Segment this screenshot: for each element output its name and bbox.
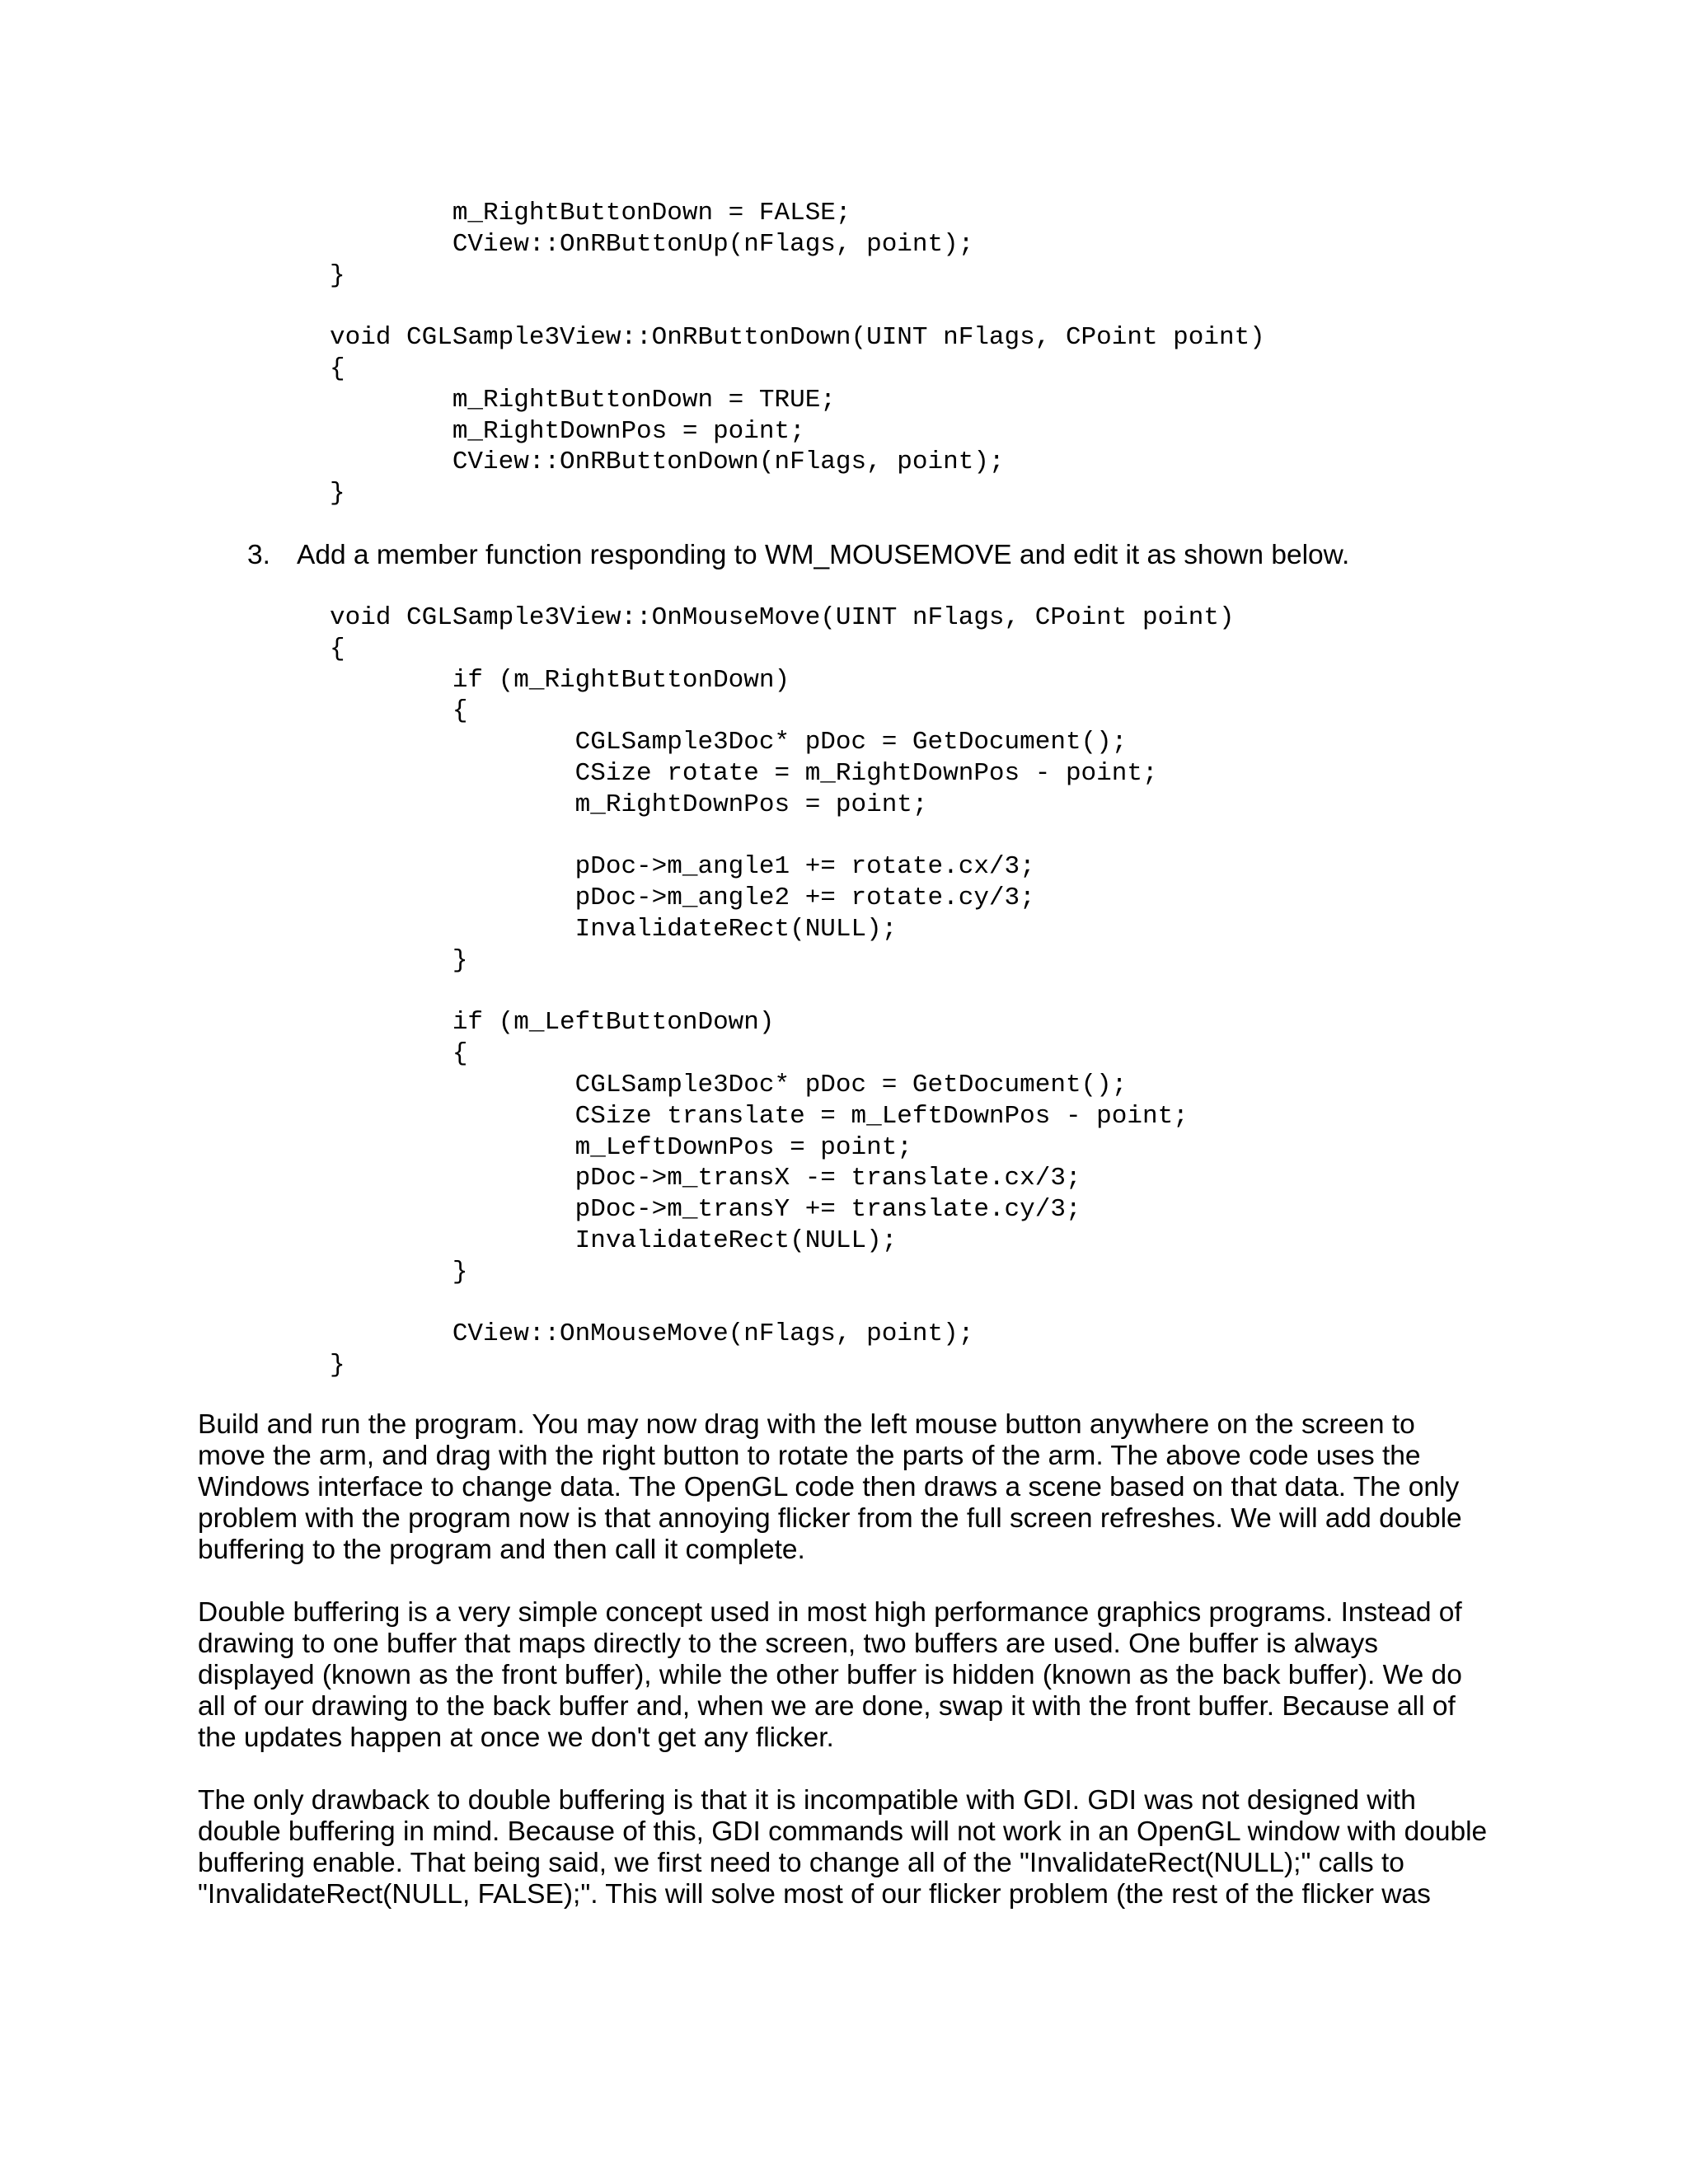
code-block-onmousemove	[330, 602, 1235, 1381]
step-number: 3.	[247, 540, 270, 570]
code-line: m_LeftDownPos = point;	[330, 1132, 912, 1162]
code-line: CView::OnMouseMove(nFlags, point);	[330, 1319, 974, 1349]
paragraph-line: Windows interface to change data. The OpenGL code then draws a scene based on that data. The only	[198, 1472, 1460, 1502]
code-line	[330, 821, 1235, 852]
code-line: {	[330, 696, 468, 726]
paragraph-drawback-gdi	[198, 1785, 1487, 1910]
code-line: void CGLSample3View::OnRButtonDown(UINT nFlags, CPoint point)	[330, 323, 1265, 353]
code-line: pDoc->m_transY += translate.cy/3;	[330, 1195, 1081, 1225]
paragraph-line: The only drawback to double buffering is that it is incompatible with GDI. GDI was not designed with	[198, 1785, 1416, 1816]
code-line: if (m_RightButtonDown)	[330, 665, 790, 695]
paragraph-line: displayed (known as the front buffer), while the other buffer is hidden (known as the back buffer). We do	[198, 1660, 1462, 1690]
code-line: {	[330, 354, 345, 383]
code-line: }	[330, 1257, 468, 1286]
paragraph-line: all of our drawing to the back buffer and, when we are done, swap it with the front buffer. Because all of	[198, 1691, 1456, 1722]
code-line: CGLSample3Doc* pDoc = GetDocument();	[330, 728, 1128, 757]
paragraph-line: Double buffering is a very simple concept used in most high performance graphics programs. Instead of	[198, 1597, 1462, 1628]
paragraph-line: problem with the program now is that annoying flicker from the full screen refreshes. We will add double	[198, 1503, 1462, 1534]
code-line: InvalidateRect(NULL);	[330, 914, 898, 944]
paragraph-line: buffering to the program and then call it complete.	[198, 1535, 805, 1565]
paragraph-double-buffering	[198, 1597, 1462, 1754]
code-line: pDoc->m_angle1 += rotate.cx/3;	[330, 852, 1035, 882]
paragraph-line: double buffering in mind. Because of this, GDI commands will not work in an OpenGL window with double	[198, 1816, 1488, 1847]
step-text: Add a member function responding to WM_MOUSEMOVE and edit it as shown below.	[297, 540, 1350, 570]
code-line: {	[330, 634, 345, 663]
paragraph-line: buffering enable. That being said, we first need to change all of the "InvalidateRect(NULL);" calls to	[198, 1848, 1404, 1878]
code-line: CSize rotate = m_RightDownPos - point;	[330, 758, 1158, 788]
code-line	[330, 977, 1235, 1008]
code-line	[330, 1288, 1235, 1319]
paragraph-line: move the arm, and drag with the right button to rotate the parts of the arm. The above code uses the	[198, 1441, 1421, 1471]
paragraph-line: drawing to one buffer that maps directly to the screen, two buffers are used. One buffer is always	[198, 1629, 1378, 1659]
code-line: m_RightButtonDown = FALSE;	[330, 199, 851, 227]
code-line: CView::OnRButtonUp(nFlags, point);	[330, 229, 974, 259]
code-line: CSize translate = m_LeftDownPos - point;	[330, 1101, 1189, 1131]
code-line: {	[330, 1039, 468, 1069]
code-line: m_RightDownPos = point;	[330, 416, 805, 446]
paragraph-build-and-run	[198, 1409, 1462, 1566]
code-line: }	[330, 945, 468, 975]
code-line: void CGLSample3View::OnMouseMove(UINT nFlags, CPoint point)	[330, 603, 1235, 632]
code-line: CView::OnRButtonDown(nFlags, point);	[330, 448, 1005, 477]
code-line: }	[330, 479, 345, 509]
code-line: m_RightDownPos = point;	[330, 790, 928, 819]
code-line: m_RightButtonDown = TRUE;	[330, 385, 836, 415]
code-block-onrbutton	[330, 198, 1265, 509]
code-line: pDoc->m_angle2 += rotate.cy/3;	[330, 883, 1035, 913]
code-line: }	[330, 1351, 345, 1380]
code-line: pDoc->m_transX -= translate.cx/3;	[330, 1164, 1081, 1193]
code-line	[330, 291, 1265, 322]
code-line: }	[330, 260, 345, 290]
paragraph-line: Build and run the program. You may now drag with the left mouse button anywhere on the screen to	[198, 1409, 1415, 1440]
code-line: CGLSample3Doc* pDoc = GetDocument();	[330, 1070, 1128, 1099]
code-line: if (m_LeftButtonDown)	[330, 1008, 775, 1038]
paragraph-line: the updates happen at once we don't get any flicker.	[198, 1722, 834, 1753]
code-line: InvalidateRect(NULL);	[330, 1226, 898, 1255]
paragraph-line: "InvalidateRect(NULL, FALSE);". This will solve most of our flicker problem (the rest of the flicker was	[198, 1879, 1431, 1910]
